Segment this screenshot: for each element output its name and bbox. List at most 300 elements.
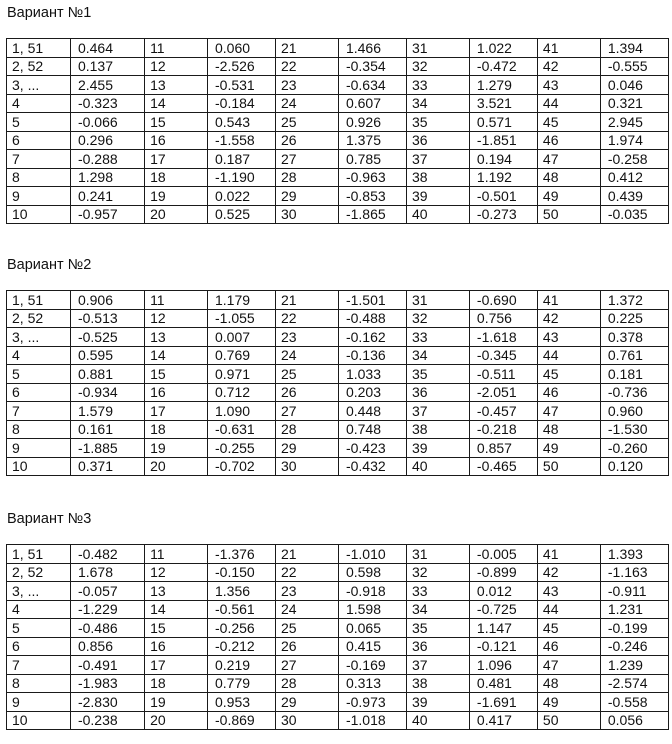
value-cell: 0.181 xyxy=(600,365,668,384)
index-cell: 9 xyxy=(7,187,71,206)
index-cell: 4 xyxy=(7,94,71,113)
index-cell: 6 xyxy=(7,131,71,150)
table-row xyxy=(7,168,669,187)
value-cell: -2.574 xyxy=(600,674,668,693)
value-cell: 0.065 xyxy=(338,619,406,638)
table-row xyxy=(7,94,669,113)
index-cell: 5 xyxy=(7,365,71,384)
value-cell: 0.415 xyxy=(338,637,406,656)
index-cell: 14 xyxy=(145,94,208,113)
index-cell: 30 xyxy=(276,711,339,730)
value-cell: 0.856 xyxy=(70,637,144,656)
value-cell: -1.376 xyxy=(208,545,276,564)
value-cell: -0.345 xyxy=(469,346,537,365)
value-cell: 0.857 xyxy=(469,439,537,458)
value-cell: -0.354 xyxy=(338,57,406,76)
table-row xyxy=(7,76,669,95)
value-cell: 1.466 xyxy=(338,39,406,58)
index-cell: 3, ... xyxy=(7,582,71,601)
index-cell: 41 xyxy=(537,545,600,564)
value-cell: 0.056 xyxy=(600,711,668,730)
value-cell: 1.231 xyxy=(600,600,668,619)
value-cell: -0.246 xyxy=(600,637,668,656)
value-cell: -0.561 xyxy=(208,600,276,619)
index-cell: 31 xyxy=(406,39,469,58)
value-cell: -0.934 xyxy=(70,383,144,402)
value-cell: 0.161 xyxy=(70,420,144,439)
index-cell: 17 xyxy=(145,402,208,421)
value-cell: 0.412 xyxy=(600,168,668,187)
value-cell: 1.096 xyxy=(469,656,537,675)
index-cell: 3, ... xyxy=(7,76,71,95)
value-cell: -0.725 xyxy=(469,600,537,619)
table-row xyxy=(7,328,669,347)
value-cell: -0.057 xyxy=(70,582,144,601)
index-cell: 19 xyxy=(145,693,208,712)
value-cell: -0.260 xyxy=(600,439,668,458)
index-cell: 15 xyxy=(145,113,208,132)
value-cell: 0.769 xyxy=(208,346,276,365)
value-cell: 0.060 xyxy=(208,39,276,58)
table-row xyxy=(7,637,669,656)
index-cell: 8 xyxy=(7,420,71,439)
index-cell: 38 xyxy=(406,674,469,693)
table-row xyxy=(7,365,669,384)
value-cell: 1.179 xyxy=(208,291,276,310)
value-cell: -0.432 xyxy=(338,457,406,476)
value-cell: -1.618 xyxy=(469,328,537,347)
value-cell: 0.203 xyxy=(338,383,406,402)
table-row xyxy=(7,39,669,58)
value-cell: 3.521 xyxy=(469,94,537,113)
index-cell: 31 xyxy=(406,545,469,564)
value-cell: -0.472 xyxy=(469,57,537,76)
index-cell: 26 xyxy=(276,131,339,150)
value-cell: 0.926 xyxy=(338,113,406,132)
value-cell: 0.571 xyxy=(469,113,537,132)
index-cell: 33 xyxy=(406,328,469,347)
index-cell: 25 xyxy=(276,365,339,384)
value-cell: -0.511 xyxy=(469,365,537,384)
index-cell: 26 xyxy=(276,637,339,656)
value-cell: -0.288 xyxy=(70,150,144,169)
variant-3-title: Вариант №3 xyxy=(7,511,92,527)
index-cell: 26 xyxy=(276,383,339,402)
value-cell: 0.971 xyxy=(208,365,276,384)
index-cell: 44 xyxy=(537,346,600,365)
value-cell: -1.851 xyxy=(469,131,537,150)
index-cell: 34 xyxy=(406,600,469,619)
index-cell: 46 xyxy=(537,131,600,150)
table-row xyxy=(7,693,669,712)
index-cell: 21 xyxy=(276,39,339,58)
index-cell: 45 xyxy=(537,113,600,132)
index-cell: 12 xyxy=(145,563,208,582)
index-cell: 35 xyxy=(406,113,469,132)
value-cell: -0.702 xyxy=(208,457,276,476)
index-cell: 5 xyxy=(7,113,71,132)
table-row xyxy=(7,619,669,638)
index-cell: 8 xyxy=(7,674,71,693)
index-cell: 27 xyxy=(276,402,339,421)
value-cell: 0.296 xyxy=(70,131,144,150)
index-cell: 13 xyxy=(145,582,208,601)
value-cell: 1.598 xyxy=(338,600,406,619)
value-cell: -0.457 xyxy=(469,402,537,421)
index-cell: 23 xyxy=(276,582,339,601)
table-row xyxy=(7,57,669,76)
value-cell: -1.055 xyxy=(208,309,276,328)
index-cell: 38 xyxy=(406,420,469,439)
index-cell: 8 xyxy=(7,168,71,187)
index-cell: 44 xyxy=(537,94,600,113)
index-cell: 33 xyxy=(406,582,469,601)
table-row xyxy=(7,346,669,365)
index-cell: 36 xyxy=(406,637,469,656)
value-cell: 0.194 xyxy=(469,150,537,169)
value-cell: 0.598 xyxy=(338,563,406,582)
index-cell: 42 xyxy=(537,309,600,328)
index-cell: 27 xyxy=(276,656,339,675)
value-cell: -1.163 xyxy=(600,563,668,582)
index-cell: 14 xyxy=(145,600,208,619)
index-cell: 32 xyxy=(406,563,469,582)
index-cell: 21 xyxy=(276,291,339,310)
index-cell: 21 xyxy=(276,545,339,564)
value-cell: 0.378 xyxy=(600,328,668,347)
index-cell: 35 xyxy=(406,365,469,384)
index-cell: 25 xyxy=(276,113,339,132)
index-cell: 10 xyxy=(7,457,71,476)
index-cell: 12 xyxy=(145,57,208,76)
value-cell: 0.712 xyxy=(208,383,276,402)
index-cell: 47 xyxy=(537,150,600,169)
value-cell: -2.830 xyxy=(70,693,144,712)
index-cell: 39 xyxy=(406,439,469,458)
index-cell: 7 xyxy=(7,402,71,421)
table-row xyxy=(7,205,669,224)
value-cell: 0.881 xyxy=(70,365,144,384)
value-cell: 0.007 xyxy=(208,328,276,347)
index-cell: 28 xyxy=(276,420,339,439)
index-cell: 18 xyxy=(145,674,208,693)
value-cell: -0.853 xyxy=(338,187,406,206)
index-cell: 18 xyxy=(145,420,208,439)
value-cell: 0.748 xyxy=(338,420,406,439)
index-cell: 4 xyxy=(7,346,71,365)
index-cell: 42 xyxy=(537,57,600,76)
index-cell: 42 xyxy=(537,563,600,582)
value-cell: -0.005 xyxy=(469,545,537,564)
index-cell: 20 xyxy=(145,457,208,476)
index-cell: 30 xyxy=(276,457,339,476)
index-cell: 45 xyxy=(537,619,600,638)
index-cell: 43 xyxy=(537,76,600,95)
table-row xyxy=(7,457,669,476)
value-cell: -0.501 xyxy=(469,187,537,206)
value-cell: 1.974 xyxy=(600,131,668,150)
index-cell: 39 xyxy=(406,187,469,206)
value-cell: -0.491 xyxy=(70,656,144,675)
index-cell: 50 xyxy=(537,711,600,730)
index-cell: 6 xyxy=(7,383,71,402)
value-cell: -0.973 xyxy=(338,693,406,712)
index-cell: 16 xyxy=(145,637,208,656)
value-cell: 1.147 xyxy=(469,619,537,638)
index-cell: 7 xyxy=(7,150,71,169)
index-cell: 9 xyxy=(7,439,71,458)
index-cell: 34 xyxy=(406,346,469,365)
index-cell: 1, 51 xyxy=(7,39,71,58)
index-cell: 16 xyxy=(145,131,208,150)
index-cell: 3, ... xyxy=(7,328,71,347)
value-cell: -0.218 xyxy=(469,420,537,439)
index-cell: 40 xyxy=(406,711,469,730)
index-cell: 29 xyxy=(276,693,339,712)
index-cell: 11 xyxy=(145,545,208,564)
index-cell: 22 xyxy=(276,309,339,328)
index-cell: 32 xyxy=(406,309,469,328)
value-cell: -1.018 xyxy=(338,711,406,730)
value-cell: 0.525 xyxy=(208,205,276,224)
value-cell: -0.162 xyxy=(338,328,406,347)
value-cell: 0.187 xyxy=(208,150,276,169)
value-cell: 1.033 xyxy=(338,365,406,384)
table-row xyxy=(7,113,669,132)
value-cell: 0.960 xyxy=(600,402,668,421)
value-cell: 0.607 xyxy=(338,94,406,113)
index-cell: 13 xyxy=(145,328,208,347)
table-row xyxy=(7,582,669,601)
index-cell: 29 xyxy=(276,187,339,206)
value-cell: -0.482 xyxy=(70,545,144,564)
index-cell: 6 xyxy=(7,637,71,656)
index-cell: 47 xyxy=(537,656,600,675)
value-cell: -0.634 xyxy=(338,76,406,95)
index-cell: 37 xyxy=(406,150,469,169)
variant-1-table xyxy=(6,38,669,224)
index-cell: 24 xyxy=(276,346,339,365)
value-cell: 0.225 xyxy=(600,309,668,328)
index-cell: 43 xyxy=(537,328,600,347)
value-cell: -0.255 xyxy=(208,439,276,458)
table-row xyxy=(7,420,669,439)
index-cell: 15 xyxy=(145,619,208,638)
variant-1-title: Вариант №1 xyxy=(7,5,92,21)
value-cell: 0.906 xyxy=(70,291,144,310)
value-cell: -0.035 xyxy=(600,205,668,224)
value-cell: 0.464 xyxy=(70,39,144,58)
index-cell: 27 xyxy=(276,150,339,169)
index-cell: 19 xyxy=(145,187,208,206)
index-cell: 23 xyxy=(276,328,339,347)
value-cell: 1.279 xyxy=(469,76,537,95)
index-cell: 35 xyxy=(406,619,469,638)
index-cell: 39 xyxy=(406,693,469,712)
index-cell: 40 xyxy=(406,205,469,224)
value-cell: -0.323 xyxy=(70,94,144,113)
index-cell: 48 xyxy=(537,168,600,187)
value-cell: 1.375 xyxy=(338,131,406,150)
value-cell: 0.595 xyxy=(70,346,144,365)
value-cell: -0.963 xyxy=(338,168,406,187)
variant-2-title: Вариант №2 xyxy=(7,257,92,273)
value-cell: 0.785 xyxy=(338,150,406,169)
value-cell: -0.212 xyxy=(208,637,276,656)
table-row xyxy=(7,600,669,619)
table-row xyxy=(7,150,669,169)
value-cell: -1.558 xyxy=(208,131,276,150)
index-cell: 2, 52 xyxy=(7,57,71,76)
value-cell: -0.957 xyxy=(70,205,144,224)
value-cell: 0.953 xyxy=(208,693,276,712)
value-cell: 0.313 xyxy=(338,674,406,693)
value-cell: -2.051 xyxy=(469,383,537,402)
value-cell: 0.543 xyxy=(208,113,276,132)
value-cell: -0.136 xyxy=(338,346,406,365)
value-cell: 0.219 xyxy=(208,656,276,675)
value-cell: -0.558 xyxy=(600,693,668,712)
value-cell: 0.241 xyxy=(70,187,144,206)
index-cell: 37 xyxy=(406,402,469,421)
index-cell: 22 xyxy=(276,563,339,582)
table-row xyxy=(7,187,669,206)
index-cell: 22 xyxy=(276,57,339,76)
value-cell: 0.046 xyxy=(600,76,668,95)
value-cell: 1.298 xyxy=(70,168,144,187)
index-cell: 43 xyxy=(537,582,600,601)
index-cell: 31 xyxy=(406,291,469,310)
index-cell: 33 xyxy=(406,76,469,95)
value-cell: 0.756 xyxy=(469,309,537,328)
value-cell: -0.066 xyxy=(70,113,144,132)
index-cell: 41 xyxy=(537,39,600,58)
index-cell: 11 xyxy=(145,291,208,310)
index-cell: 17 xyxy=(145,656,208,675)
index-cell: 25 xyxy=(276,619,339,638)
index-cell: 50 xyxy=(537,457,600,476)
value-cell: -1.190 xyxy=(208,168,276,187)
value-cell: 1.372 xyxy=(600,291,668,310)
index-cell: 10 xyxy=(7,711,71,730)
value-cell: 0.120 xyxy=(600,457,668,476)
index-cell: 34 xyxy=(406,94,469,113)
value-cell: -0.238 xyxy=(70,711,144,730)
value-cell: 0.417 xyxy=(469,711,537,730)
value-cell: 1.393 xyxy=(600,545,668,564)
value-cell: -0.465 xyxy=(469,457,537,476)
index-cell: 36 xyxy=(406,383,469,402)
value-cell: 0.371 xyxy=(70,457,144,476)
value-cell: -0.631 xyxy=(208,420,276,439)
value-cell: -0.531 xyxy=(208,76,276,95)
value-cell: -1.501 xyxy=(338,291,406,310)
value-cell: -0.488 xyxy=(338,309,406,328)
index-cell: 49 xyxy=(537,693,600,712)
value-cell: -0.525 xyxy=(70,328,144,347)
index-cell: 28 xyxy=(276,168,339,187)
index-cell: 41 xyxy=(537,291,600,310)
index-cell: 36 xyxy=(406,131,469,150)
value-cell: 0.761 xyxy=(600,346,668,365)
value-cell: 1.678 xyxy=(70,563,144,582)
value-cell: 1.579 xyxy=(70,402,144,421)
value-cell: -0.184 xyxy=(208,94,276,113)
value-cell: 0.321 xyxy=(600,94,668,113)
table-row xyxy=(7,656,669,675)
value-cell: -0.121 xyxy=(469,637,537,656)
value-cell: 0.012 xyxy=(469,582,537,601)
value-cell: -0.869 xyxy=(208,711,276,730)
value-cell: -0.423 xyxy=(338,439,406,458)
index-cell: 9 xyxy=(7,693,71,712)
index-cell: 11 xyxy=(145,39,208,58)
value-cell: -0.256 xyxy=(208,619,276,638)
value-cell: 0.481 xyxy=(469,674,537,693)
index-cell: 28 xyxy=(276,674,339,693)
index-cell: 14 xyxy=(145,346,208,365)
index-cell: 20 xyxy=(145,205,208,224)
index-cell: 37 xyxy=(406,656,469,675)
table-row xyxy=(7,711,669,730)
index-cell: 32 xyxy=(406,57,469,76)
value-cell: -0.911 xyxy=(600,582,668,601)
table-row xyxy=(7,131,669,150)
table-row xyxy=(7,402,669,421)
table-row xyxy=(7,291,669,310)
index-cell: 48 xyxy=(537,674,600,693)
value-cell: -0.899 xyxy=(469,563,537,582)
index-cell: 12 xyxy=(145,309,208,328)
value-cell: -0.169 xyxy=(338,656,406,675)
variant-3-table xyxy=(6,544,669,730)
value-cell: 2.455 xyxy=(70,76,144,95)
index-cell: 10 xyxy=(7,205,71,224)
value-cell: -0.199 xyxy=(600,619,668,638)
index-cell: 18 xyxy=(145,168,208,187)
value-cell: -1.865 xyxy=(338,205,406,224)
value-cell: -1.983 xyxy=(70,674,144,693)
value-cell: 1.192 xyxy=(469,168,537,187)
value-cell: -0.258 xyxy=(600,150,668,169)
index-cell: 5 xyxy=(7,619,71,638)
table-row xyxy=(7,563,669,582)
table-row xyxy=(7,674,669,693)
index-cell: 29 xyxy=(276,439,339,458)
index-cell: 16 xyxy=(145,383,208,402)
index-cell: 7 xyxy=(7,656,71,675)
index-cell: 50 xyxy=(537,205,600,224)
value-cell: 1.239 xyxy=(600,656,668,675)
value-cell: -1.530 xyxy=(600,420,668,439)
index-cell: 23 xyxy=(276,76,339,95)
table-row xyxy=(7,545,669,564)
value-cell: 0.448 xyxy=(338,402,406,421)
table-row xyxy=(7,309,669,328)
value-cell: 1.356 xyxy=(208,582,276,601)
value-cell: -0.736 xyxy=(600,383,668,402)
index-cell: 48 xyxy=(537,420,600,439)
index-cell: 2, 52 xyxy=(7,309,71,328)
index-cell: 49 xyxy=(537,187,600,206)
index-cell: 4 xyxy=(7,600,71,619)
index-cell: 17 xyxy=(145,150,208,169)
variant-2-table xyxy=(6,290,669,476)
index-cell: 44 xyxy=(537,600,600,619)
index-cell: 38 xyxy=(406,168,469,187)
value-cell: 0.439 xyxy=(600,187,668,206)
value-cell: -0.486 xyxy=(70,619,144,638)
